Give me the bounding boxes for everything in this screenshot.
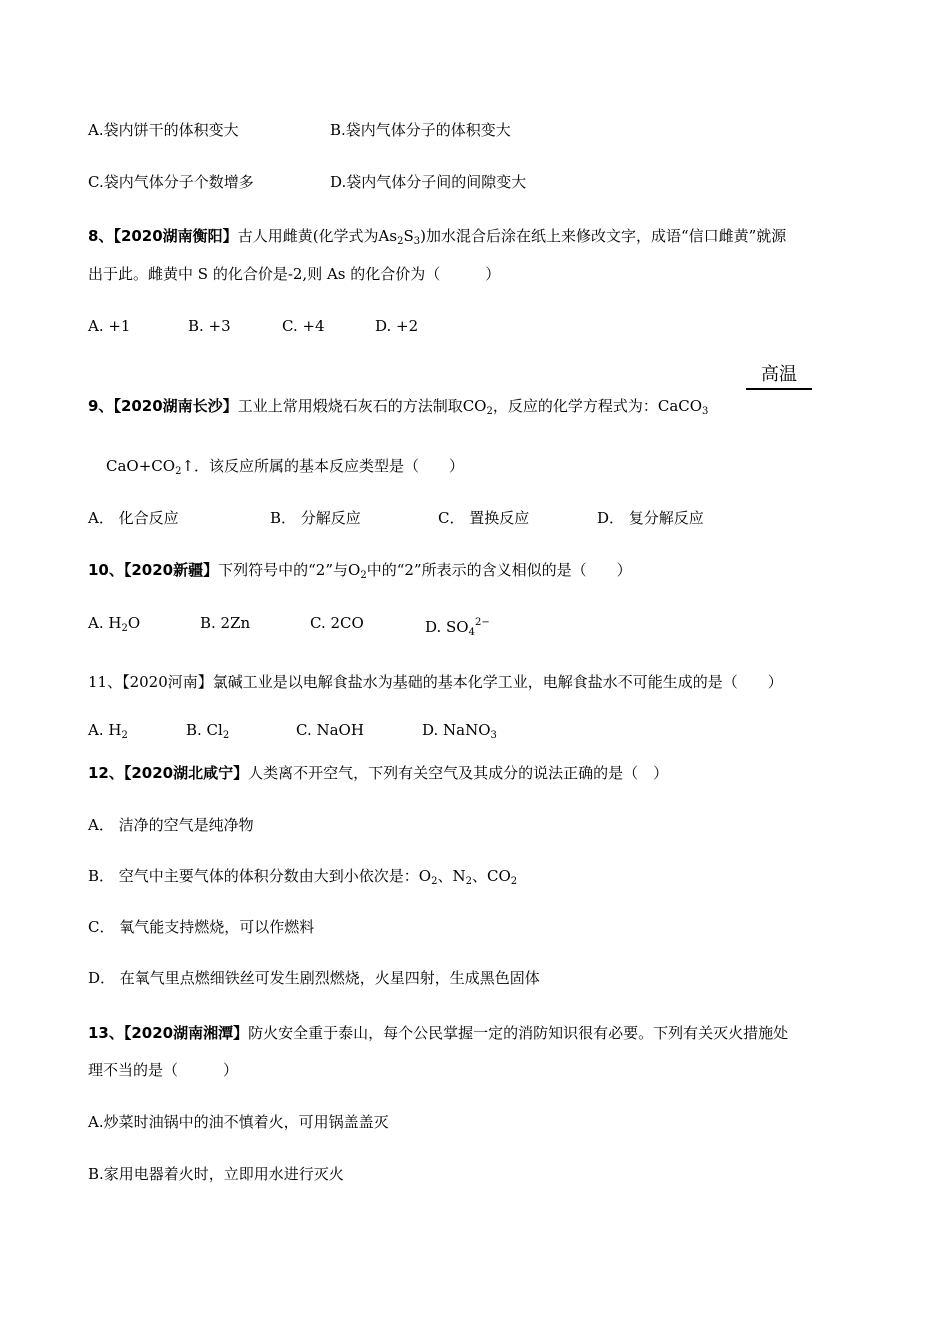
q10-number: 10、 [88,561,124,579]
q12-option-b [88,866,517,892]
q10-sub-o2: 2 [360,570,367,581]
q12-option-b-sub3: 2 [510,876,518,887]
q10-stem [88,560,632,586]
q10-option-a [88,613,140,639]
q12-option-b-text3: 、CO [471,867,511,885]
q9-stem-line1 [88,396,708,422]
q13-stem-line1 [88,1023,788,1043]
q11-option-d-text: D. NaNO [422,721,491,739]
q11-option-c: C. NaOH [296,721,364,739]
q10-option-a-sub: 2 [121,623,128,634]
q8-stem-line2: 出于此。雌黄中 S 的化合价是-2,则 As 的化合价为（ ） [88,265,501,283]
q10-text-part2: 中的“2”所表示的含义相似的是（ ） [366,561,632,579]
q10-option-d [425,613,490,643]
q9-source-tag: 【2020湖南长沙】 [113,397,238,415]
q9-text-part1: 工业上常用煅烧石灰石的方法制取CO [237,397,487,415]
q12-stem [88,763,668,783]
q13-number: 13、 [88,1024,124,1042]
q8-sub-3: 3 [413,236,421,247]
q12-option-a: A． 洁净的空气是纯净物 [88,816,254,834]
q11-option-b-sub: 2 [222,730,230,741]
q9-sub-product: 2 [175,466,182,477]
q12-option-d: D． 在氧气里点燃细铁丝可发生剧烈燃烧，火星四射，生成黑色固体 [88,969,540,987]
q8-option-c: C. +4 [282,317,325,335]
q9-option-b: B． 分解反应 [270,509,361,527]
q11-option-a-text: A. H [88,721,122,739]
q10-option-d-sup: 2− [474,617,490,628]
q10-option-a-end: O [127,614,141,632]
q11-stem: 11、【2020河南】氯碱工业是以电解食盐水为基础的基本化学工业，电解食盐水不可能生成的是（ ） [88,673,783,691]
q7-option-d: D.袋内气体分子间的间隙变大 [330,173,527,191]
q8-stem-line1 [88,226,786,252]
q8-text-part3: )加水混合后涂在纸上来修改文字，成语“信口雌黄”就源 [420,227,787,245]
q9-equation-line2 [106,456,464,482]
q13-option-a: A.炒菜时油锅中的油不慎着火，可用锅盖盖灭 [88,1113,389,1131]
q11-option-d-sub: 3 [490,730,497,741]
q9-sub-co2: 2 [486,406,493,417]
q11-option-b-text: B. Cl [186,721,223,739]
q7-option-c: C.袋内气体分子个数增多 [88,173,254,191]
q10-text-part1: 下列符号中的“2”与O [218,561,361,579]
q10-source-tag: 【2020新疆】 [123,561,219,579]
q11-option-a-sub: 2 [121,730,128,741]
q9-equation-products: CaO+CO [106,457,176,475]
q11-option-b [186,720,229,746]
q9-option-c: C． 置换反应 [438,509,530,527]
q13-text-part1: 防火安全重于泰山，每个公民掌握一定的消防知识很有必要。下列有关灭火措施处 [248,1024,789,1042]
q12-option-c: C． 氧气能支持燃烧，可以作燃料 [88,918,315,936]
q11-option-d [422,720,497,746]
q13-source-tag: 【2020湖南湘潭】 [123,1024,249,1042]
q12-text: 人类离不开空气，下列有关空气及其成分的说法正确的是（ ） [248,764,669,782]
q8-option-a: A. +1 [88,317,131,335]
q8-number: 8、 [88,227,114,245]
q10-option-d-sub: 4 [468,627,475,638]
q8-option-b: B. +3 [188,317,231,335]
q9-text-part2: ，反应的化学方程式为：CaCO [492,397,703,415]
q12-option-b-sub1: 2 [431,876,438,887]
q7-option-a: A.袋内饼干的体积变大 [88,121,239,139]
reaction-condition-label: 高温 [746,364,812,390]
q13-option-b: B.家用电器着火时，立即用水进行灭火 [88,1165,344,1183]
q9-number: 9、 [88,397,114,415]
q13-stem-line2: 理不当的是（ ） [88,1061,239,1079]
q12-number: 12、 [88,764,124,782]
q7-option-b: B.袋内气体分子的体积变大 [330,121,511,139]
q12-source-tag: 【2020湖北咸宁】 [123,764,249,782]
q10-option-a-text: A. H [88,614,122,632]
q11-option-a [88,720,128,746]
q8-option-d: D. +2 [375,317,419,335]
q8-text-part1: 古人用雌黄(化学式为As [237,227,398,245]
q10-option-c: C. 2CO [310,614,364,632]
q9-option-d: D． 复分解反应 [597,509,704,527]
q10-option-b: B. 2Zn [200,614,251,632]
q9-option-a: A． 化合反应 [88,509,179,527]
q8-text-part2: S [403,227,414,245]
q9-sub-caco3: 3 [702,406,709,417]
q12-option-b-sub2: 2 [465,876,472,887]
q9-question-text: ↑．该反应所属的基本反应类型是（ ） [181,457,465,475]
q12-option-b-text1: B． 空气中主要气体的体积分数由大到小依次是：O [88,867,432,885]
q8-sub-2: 2 [397,236,404,247]
q10-option-d-text: D. SO [425,618,469,636]
q12-option-b-text2: 、N [437,867,466,885]
q8-source-tag: 【2020湖南衡阳】 [113,227,238,245]
